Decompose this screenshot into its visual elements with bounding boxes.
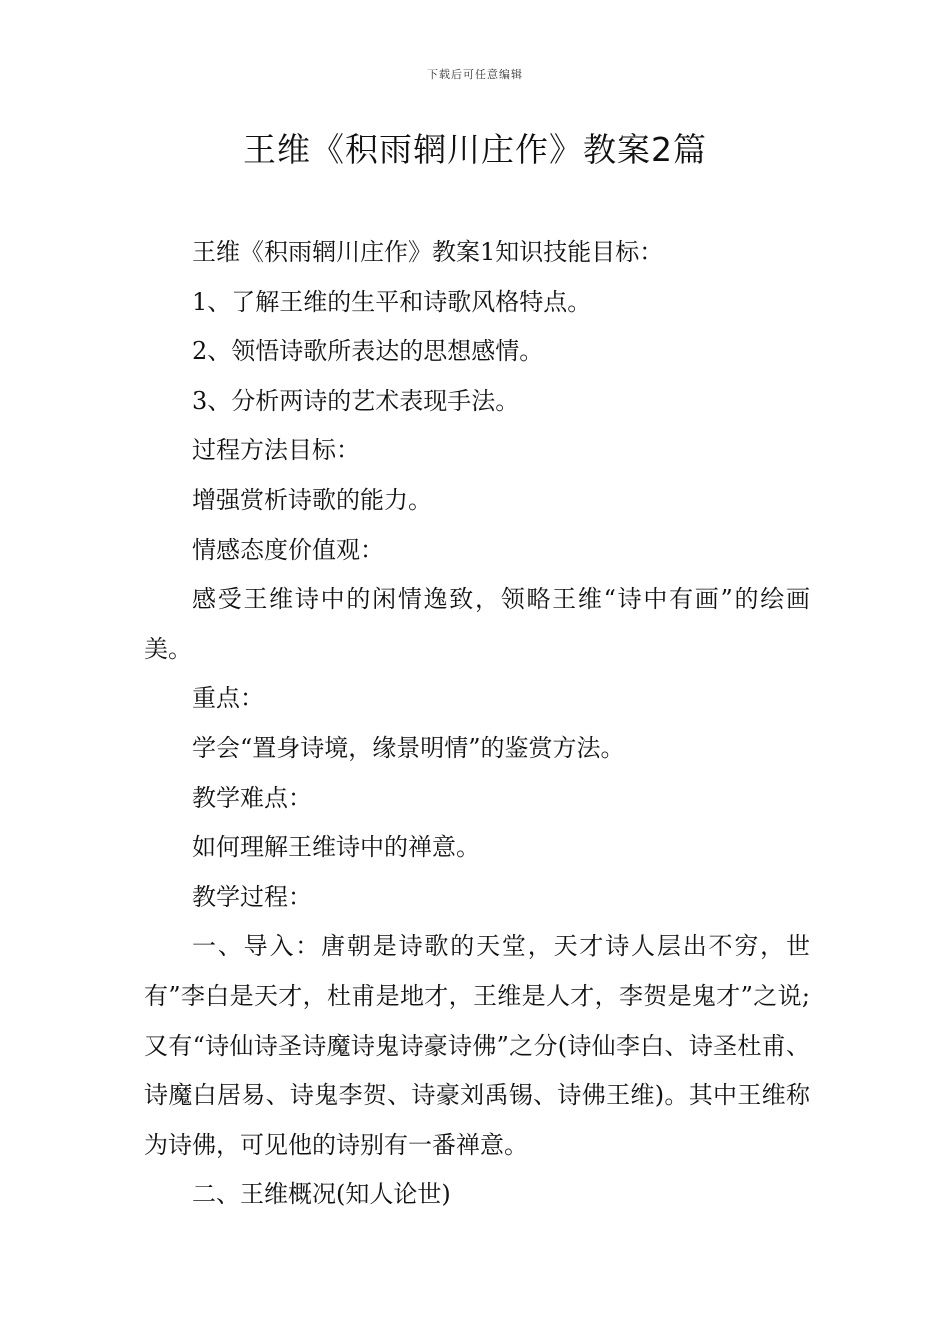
paragraph-difficulty-text: 如何理解王维诗中的禅意。 [192,833,480,862]
paragraph-teaching-heading: 教学过程： [192,882,312,911]
paragraph-introduction: 一、导入：唐朝是诗歌的天堂，天才诗人层出不穷，世有”李白是天才，杜甫是地才，王维是人才，李贺是鬼才”之说;又有“诗仙诗圣诗魔诗鬼诗豪诗佛”之分(诗仙李白、诗圣杜甫、诗魔白居易、诗鬼李贺、诗豪刘禹锡、诗佛王维)。其中王维称为诗佛，可见他的诗别有一番禅意。 [144,932,810,1159]
paragraph-process-goal: 增强赏析诗歌的能力。 [192,485,432,514]
paragraph-key-text: 学会“置身诗境，缘景明情”的鉴赏方法。 [192,733,625,762]
paragraph-overview-heading: 二、王维概况(知人论世) [192,1180,451,1209]
paragraph-process-heading: 过程方法目标： [192,436,360,465]
paragraph-goal-1: 1、了解王维的生平和诗歌风格特点。 [192,287,592,316]
paragraph-difficulty-heading: 教学难点： [192,783,312,812]
document-body [144,228,810,1220]
paragraph-values-heading: 情感态度价值观： [192,535,384,564]
paragraph-values-text: 感受王维诗中的闲情逸致，领略王维“诗中有画”的绘画美。 [144,585,810,663]
paragraph-goal-2: 2、领悟诗歌所表达的思想感情。 [192,337,544,366]
header-note: 下载后可任意编辑 [427,68,523,81]
paragraph-key-heading: 重点： [192,684,264,713]
document-title: 王维《积雨辋川庄作》教案2篇 [243,130,707,169]
paragraph-intro: 王维《积雨辋川庄作》教案1知识技能目标： [192,238,664,266]
paragraph-goal-3: 3、分析两诗的艺术表现手法。 [192,386,520,415]
